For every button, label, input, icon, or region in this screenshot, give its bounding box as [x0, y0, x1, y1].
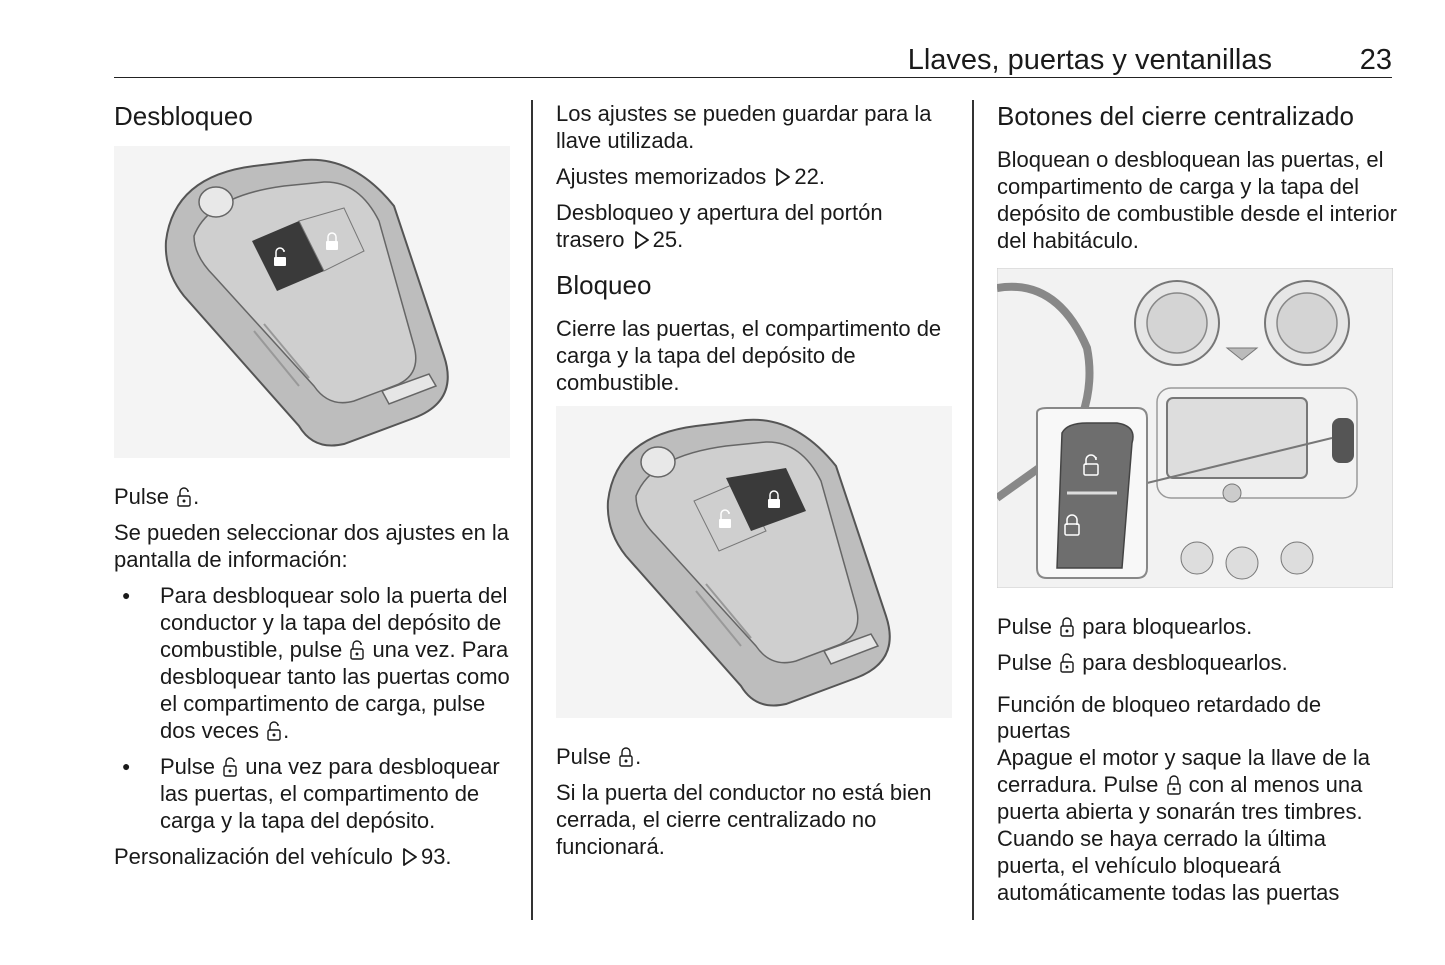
- paragraph: Pulse .: [114, 484, 200, 509]
- column-divider: [531, 100, 533, 920]
- column-3: [997, 96, 1397, 915]
- unlock-icon: [177, 487, 191, 507]
- page-reference-arrow-icon: [634, 231, 650, 249]
- cross-reference[interactable]: Desbloqueo y apertura del portón trasero 25.: [556, 200, 883, 252]
- column-divider: [972, 100, 974, 920]
- chapter-title: Llaves, puertas y ventanillas: [907, 44, 1272, 76]
- section-heading-botones: Botones del cierre centralizado: [997, 101, 1354, 131]
- paragraph: Cierre las puertas, el compartimento de carga y la tapa del depósito de combustible.: [556, 316, 942, 395]
- paragraph: Pulse para bloquearlos.: [997, 614, 1253, 639]
- unlock-icon: [1060, 653, 1074, 673]
- page-reference-arrow-icon: [775, 168, 791, 186]
- page-reference-arrow-icon: [402, 848, 418, 866]
- column-2: [556, 96, 956, 869]
- subheading-bloqueo-retardado: Función de bloqueo retardado de puertas: [997, 692, 1322, 743]
- lock-icon: [1060, 617, 1074, 637]
- unlock-icon: [350, 640, 364, 660]
- key-unlock-illustration: [114, 146, 514, 463]
- list-item: ● Pulse una vez para desbloquear las puertas, el compartimento de carga y la tapa del depósito.: [114, 753, 514, 834]
- paragraph: Los ajustes se pueden guardar para la llave utilizada.: [556, 101, 932, 153]
- column-1: [114, 96, 514, 879]
- paragraph: Apague el motor y saque la llave de la cerradura. Pulse con al menos una puerta abierta y sonarán tres timbres. Cuando se haya cerrado la última puerta, el vehículo bloqueará automáticamente todas las puertas: [997, 745, 1371, 905]
- unlock-icon: [267, 721, 281, 741]
- paragraph: Pulse para desbloquearlos.: [997, 650, 1288, 675]
- bullet-list: [114, 582, 514, 834]
- list-item: ● Para desbloquear solo la puerta del conductor y la tapa del depósito de combustible, pulse una vez. Para desbloquear tanto las puertas como el compartimento de carga, pulse dos veces .: [114, 582, 514, 744]
- section-heading-desbloqueo: Desbloqueo: [114, 101, 253, 131]
- section-heading-bloqueo: Bloqueo: [556, 270, 652, 300]
- page-number: 23: [1359, 44, 1392, 76]
- paragraph: Pulse .: [556, 744, 642, 769]
- lock-icon: [619, 747, 633, 767]
- paragraph: Bloquean o desbloquean las puertas, el compartimento de carga y la tapa del depósito de combustible desde el interior del habitáculo.: [997, 147, 1397, 253]
- paragraph: Se pueden seleccionar dos ajustes en la pantalla de información:: [114, 520, 510, 572]
- page-header: [114, 40, 1392, 78]
- key-lock-illustration: [556, 406, 956, 723]
- cross-reference[interactable]: Personalización del vehículo 93.: [114, 844, 452, 869]
- paragraph: Si la puerta del conductor no está bien cerrada, el cierre centralizado no funcionará.: [556, 780, 932, 859]
- unlock-icon: [223, 757, 237, 777]
- dashboard-buttons-illustration: [997, 268, 1397, 593]
- cross-reference[interactable]: Ajustes memorizados 22.: [556, 164, 826, 189]
- lock-icon: [1167, 775, 1181, 795]
